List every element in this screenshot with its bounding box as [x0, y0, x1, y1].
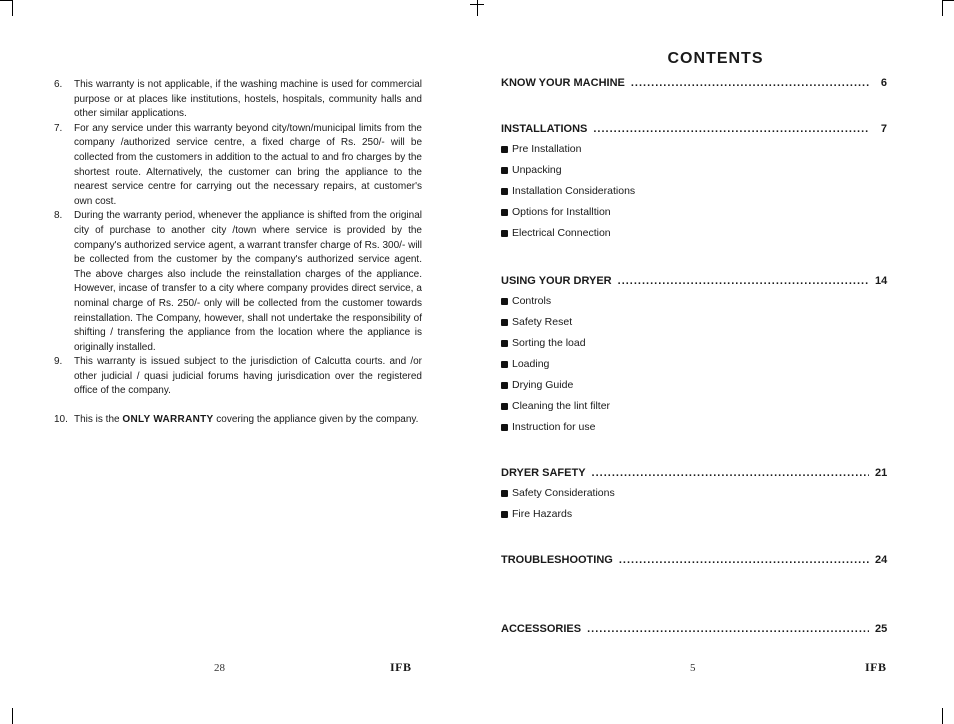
- item-text-post: covering the appliance given by the company.: [213, 414, 419, 426]
- brand-logo: IFB: [390, 660, 412, 674]
- checkbox-bullet-icon: [501, 382, 508, 389]
- item-number: 6.: [54, 79, 63, 90]
- subitem-label: Fire Hazards: [512, 508, 573, 520]
- section-page: 6: [880, 77, 887, 89]
- section-title: KNOW YOUR MACHINE: [501, 77, 625, 89]
- toc-section-troubleshooting[interactable]: [501, 554, 887, 566]
- toc-subitem[interactable]: [501, 291, 887, 312]
- item-number: 7.: [54, 122, 63, 134]
- toc-subitems: [501, 483, 887, 525]
- warranty-item-9: [54, 355, 422, 399]
- checkbox-bullet-icon: [501, 188, 508, 195]
- right-page: [477, 0, 954, 724]
- dot-leader: [619, 554, 869, 566]
- checkbox-bullet-icon: [501, 361, 508, 368]
- dot-leader: [592, 467, 869, 479]
- item-text: During the warranty period, whenever the appliance is shifted from the original city of purchase to another city /town where service is provided by the company's authorized service agent, a warrant transfer charge of Rs. 300/- will be collected from the customer by the company's authorized service agent. The above charges also include the reinstallation charges of the appliance. However, incase of transfer to a city where company provides direct service, a nominal charge of Rs. 250/- only will be collected from the customer towards reinstallation. The Company, however, shall not undertake the responsibility of shifting / transfering the appliance from the location where the appliance is originally installed.: [74, 210, 422, 353]
- subitem-label: Safety Reset: [512, 316, 573, 328]
- warranty-item-8: [54, 209, 422, 355]
- dot-leader: [631, 77, 869, 89]
- item-text: This warranty is not applicable, if the washing machine is used for commercial purpose or at places like institutions, hostels, hospitals, community halls and other similar applications.: [74, 79, 422, 120]
- checkbox-bullet-icon: [501, 209, 508, 216]
- checkbox-bullet-icon: [501, 424, 508, 431]
- subitem-label: Installation Considerations: [512, 185, 636, 197]
- toc-subitem[interactable]: [501, 160, 887, 181]
- section-page: 24: [875, 554, 888, 566]
- dot-leader: [618, 275, 869, 287]
- subitem-label: Pre Installation: [512, 143, 582, 155]
- subitem-label: Instruction for use: [512, 421, 596, 433]
- subitem-label: Sorting the load: [512, 337, 586, 349]
- toc-subitem[interactable]: [501, 504, 887, 525]
- section-title: ACCESSORIES: [501, 623, 582, 635]
- subitem-label: Drying Guide: [512, 379, 574, 391]
- toc-subitems: [501, 291, 887, 438]
- checkbox-bullet-icon: [501, 403, 508, 410]
- toc-subitem[interactable]: [501, 483, 887, 504]
- subitem-label: Electrical Connection: [512, 227, 611, 239]
- toc-section-know-your-machine[interactable]: [501, 77, 887, 89]
- dot-leader: [593, 123, 869, 135]
- page-number: 5: [690, 662, 696, 674]
- toc-subitem[interactable]: [501, 139, 887, 160]
- item-text: For any service under this warranty beyond city/town/municipal limits from the company /authorized service centre, a fixed charge of Rs. 250/- will be collected from the customers in addition to the actual to and fro charges by the shortest route. Alternatively, the customer can bring the appliance to the nearest service centre for carrying out the necessary repairs, at customer's own cost.: [74, 122, 422, 207]
- page-number: 28: [214, 662, 225, 674]
- subitem-label: Controls: [512, 295, 552, 307]
- checkbox-bullet-icon: [501, 340, 508, 347]
- checkbox-bullet-icon: [501, 511, 508, 518]
- section-title: TROUBLESHOOTING: [501, 554, 613, 566]
- section-page: 7: [880, 123, 887, 135]
- warranty-item-6: [54, 78, 422, 122]
- brand-logo: IFB: [865, 660, 887, 674]
- checkbox-bullet-icon: [501, 146, 508, 153]
- checkbox-bullet-icon: [501, 319, 508, 326]
- item-number: 8.: [54, 210, 63, 222]
- item-number: 9.: [54, 356, 63, 368]
- dot-leader: [587, 623, 869, 635]
- toc-subitem[interactable]: [501, 202, 887, 223]
- toc-subitem[interactable]: [501, 333, 887, 354]
- toc-subitem[interactable]: [501, 223, 887, 244]
- toc-subitem[interactable]: [501, 396, 887, 417]
- checkbox-bullet-icon: [501, 230, 508, 237]
- toc-subitem[interactable]: [501, 181, 887, 202]
- toc-section-dryer-safety[interactable]: [501, 467, 887, 525]
- item-number: 10.: [54, 414, 68, 426]
- section-page: 14: [875, 275, 888, 287]
- toc-subitem[interactable]: [501, 312, 887, 333]
- section-title: INSTALLATIONS: [501, 123, 588, 135]
- toc-section-installations[interactable]: [501, 123, 887, 244]
- section-title: DRYER SAFETY: [501, 467, 586, 479]
- checkbox-bullet-icon: [501, 490, 508, 497]
- only-warranty-emphasis: ONLY WARRANTY: [122, 414, 214, 426]
- checkbox-bullet-icon: [501, 167, 508, 174]
- toc-subitems: [501, 139, 887, 244]
- subitem-label: Options for Installtion: [512, 206, 611, 218]
- section-title: USING YOUR DRYER: [501, 275, 612, 287]
- section-page: 25: [875, 623, 888, 635]
- toc-section-accessories[interactable]: [501, 623, 887, 635]
- toc-section-using-your-dryer[interactable]: [501, 275, 887, 438]
- toc-subitem[interactable]: [501, 417, 887, 438]
- subitem-label: Cleaning the lint filter: [512, 400, 611, 412]
- subitem-label: Safety Considerations: [512, 487, 615, 499]
- warranty-item-10: [54, 413, 422, 428]
- subitem-label: Unpacking: [512, 164, 562, 176]
- subitem-label: Loading: [512, 358, 550, 370]
- page-title: CONTENTS: [667, 50, 764, 67]
- warranty-item-7: [54, 122, 422, 210]
- toc-subitem[interactable]: [501, 375, 887, 396]
- item-text: This warranty is issued subject to the jurisdiction of Calcutta courts. and /or other judicial / quasi judicial forums having jurisdication over the registered office of the company.: [74, 356, 422, 397]
- section-page: 21: [875, 467, 888, 479]
- checkbox-bullet-icon: [501, 298, 508, 305]
- toc-subitem[interactable]: [501, 354, 887, 375]
- item-text-pre: This is the: [74, 414, 123, 426]
- warranty-terms: [54, 78, 422, 428]
